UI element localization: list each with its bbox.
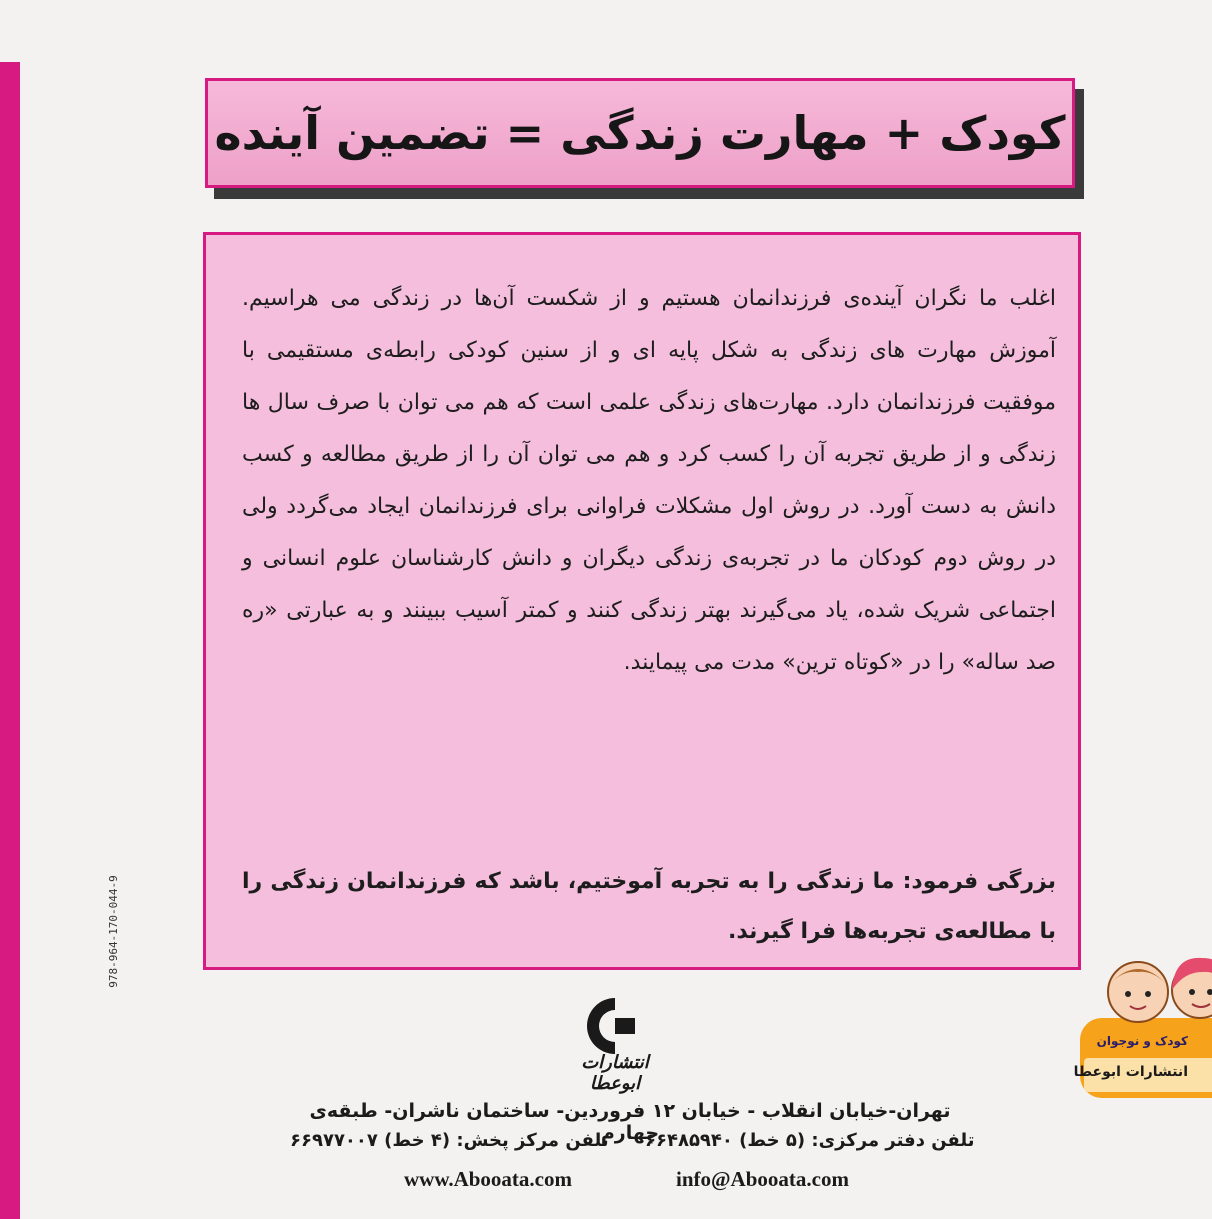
badge-series-label: کودک و نوجوان	[1096, 1034, 1188, 1048]
distribution-phone: تلفن مرکز پخش: (۴ خط) ۶۶۹۷۷۰۰۷	[290, 1130, 609, 1151]
description-panel	[203, 232, 1081, 970]
isbn-number: 978-964-170-044-9	[106, 874, 120, 988]
description-paragraph: اغلب ما نگران آینده‌ی فرزندانمان هستیم و از شکست آن‌ها در زندگی می هراسیم. آموزش مهارت های زندگی به شکل پایه ای و از سنین کودکی رابطه‌ی مستقیمی با موفقیت فرزندانمان دارد. مهارت‌های زندگی علمی است که هم می توان با صرف سال ها زندگی و از طریق تجربه آن را کسب کرد و هم می توان آن را از طریق مطالعه و کسب دانش به دست آورد. در روش اول مشکلات فراوانی برای فرزندانمان ایجاد می‌گردد ولی در روش دوم کودکان ما در تجربه‌ی زندگی دیگران و دانش کارشناسان علوم انسانی و اجتماعی شریک شده، یاد می‌گیرند بهتر زندگی کنند و کمتر آسیب ببینند و به عبارتی «ره صد ساله» را در «کوتاه ترین» مدت می پیمایند.	[242, 286, 1056, 675]
quote-paragraph: بزرگی فرمود: ما زندگی را به تجربه آموختیم، باشد که فرزندانمان زندگی را با مطالعه‌ی تجربه‌ها فرا گیرند.	[242, 869, 1056, 944]
page-title: کودک + مهارت زندگی = تضمین آینده	[214, 106, 1066, 160]
publisher-address: تهران-خیابان انقلاب - خیابان ۱۲ فروردین- ساختمان ناشران- طبقه‌ی چهارم	[309, 1100, 951, 1144]
cover-spine-stripe	[0, 62, 20, 1219]
publisher-name: انتشارات ابوعطا	[581, 1052, 649, 1094]
office-phone: تلفن دفتر مرکزی: (۵ خط) ۶۶۴۸۵۹۴۰	[645, 1130, 975, 1151]
title-banner	[205, 78, 1075, 188]
badge-publisher-label: انتشارات ابوعطا	[1073, 1064, 1188, 1080]
isbn-barcode	[104, 862, 122, 1000]
series-badge	[1073, 950, 1212, 1100]
publisher-email: info@Abooata.com	[676, 1167, 849, 1191]
publisher-website: www.Abooata.com	[404, 1167, 572, 1191]
